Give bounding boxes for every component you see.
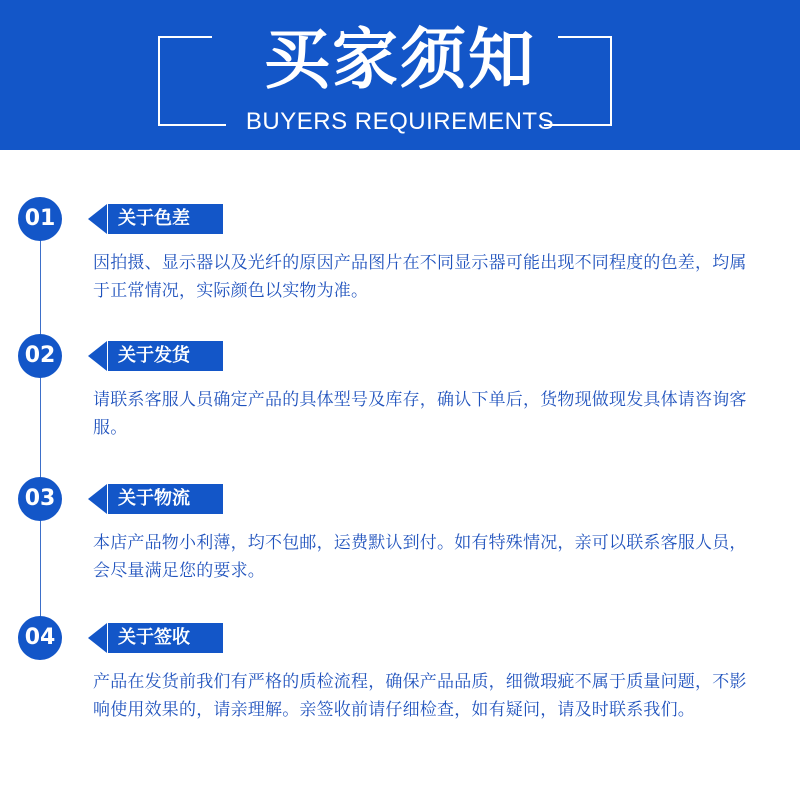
chevron-left-icon xyxy=(88,204,107,234)
section-title: 关于签收 xyxy=(108,623,223,653)
section-body: 因拍摄、显示器以及光纤的原因产品图片在不同显示器可能出现不同程度的色差，均属于正常情况，实际颜色以实物为准。 xyxy=(93,253,747,301)
page-title: 买家须知 xyxy=(264,21,536,98)
section-number-badge: 01 xyxy=(18,197,62,241)
section-number-badge: 04 xyxy=(18,616,62,660)
header-banner xyxy=(0,0,800,150)
section-shipping xyxy=(0,334,800,474)
section-receipt xyxy=(0,616,800,756)
chevron-left-icon xyxy=(88,484,107,514)
section-title: 关于物流 xyxy=(108,484,223,514)
section-title: 关于发货 xyxy=(108,341,223,371)
section-number-badge: 03 xyxy=(18,477,62,521)
section-color-difference xyxy=(0,197,800,337)
section-number-badge: 02 xyxy=(18,334,62,378)
page-subtitle: BUYERS REQUIREMENTS xyxy=(245,108,555,135)
section-body: 请联系客服人员确定产品的具体型号及库存，确认下单后，货物现做现发具体请咨询客服。 xyxy=(93,390,747,438)
chevron-left-icon xyxy=(88,623,107,653)
section-body: 本店产品物小利薄，均不包邮，运费默认到付。如有特殊情况，亲可以联系客服人员，会尽量满足您的要求。 xyxy=(93,533,747,581)
section-title: 关于色差 xyxy=(108,204,223,234)
section-logistics xyxy=(0,477,800,617)
section-body: 产品在发货前我们有严格的质检流程，确保产品品质，细微瑕疵不属于质量问题，不影响使用效果的，请亲理解。亲签收前请仔细检查，如有疑问，请及时联系我们。 xyxy=(93,672,747,720)
chevron-left-icon xyxy=(88,341,107,371)
